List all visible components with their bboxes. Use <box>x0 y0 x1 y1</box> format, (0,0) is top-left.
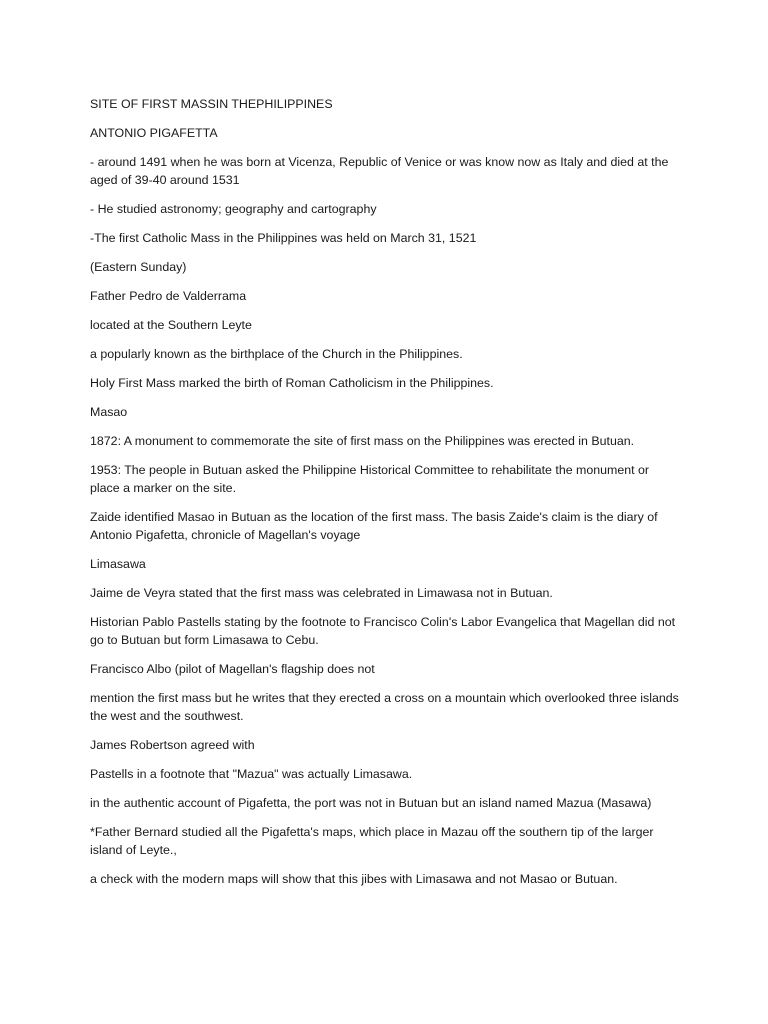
document-title: SITE OF FIRST MASSIN THEPHILIPPINES <box>90 97 333 111</box>
section-heading-pigafetta: ANTONIO PIGAFETTA <box>90 126 218 140</box>
paragraph: mention the first mass but he writes that they erected a cross on a mountain which overlooked three islands the west and the southwest. <box>90 691 679 723</box>
paragraph: located at the Southern Leyte <box>90 318 252 332</box>
paragraph: Pastells in a footnote that "Mazua" was actually Limasawa. <box>90 767 413 781</box>
paragraph: Father Pedro de Valderrama <box>90 289 247 303</box>
paragraph: James Robertson agreed with <box>90 738 255 752</box>
paragraph: Historian Pablo Pastells stating by the footnote to Francisco Colin's Labor Evangelica that Magellan did not go to Butuan but form Limasawa to Cebu. <box>90 615 676 647</box>
paragraph: - around 1491 when he was born at Vicenza, Republic of Venice or was know now as Italy and died at the aged of 39-40 around 1531 <box>90 155 669 187</box>
paragraph: *Father Bernard studied all the Pigafetta's maps, which place in Mazau off the southern tip of the larger island of Leyte., <box>90 825 654 857</box>
paragraph: 1953: The people in Butuan asked the Philippine Historical Committee to rehabilitate the monument or place a marker on the site. <box>90 463 650 495</box>
paragraph: a popularly known as the birthplace of the Church in the Philippines. <box>90 347 463 361</box>
paragraph: 1872: A monument to commemorate the site of first mass on the Philippines was erected in Butuan. <box>90 434 635 448</box>
section-heading-masao: Masao <box>90 405 128 419</box>
paragraph: Francisco Albo (pilot of Magellan's flagship does not <box>90 662 375 676</box>
document-body <box>90 95 680 899</box>
paragraph: (Eastern Sunday) <box>90 260 187 274</box>
paragraph: a check with the modern maps will show that this jibes with Limasawa and not Masao or Butuan. <box>90 872 618 886</box>
paragraph: - He studied astronomy; geography and cartography <box>90 202 377 216</box>
section-heading-limasawa: Limasawa <box>90 557 146 571</box>
paragraph: Holy First Mass marked the birth of Roman Catholicism in the Philippines. <box>90 376 494 390</box>
paragraph: -The first Catholic Mass in the Philippines was held on March 31, 1521 <box>90 231 477 245</box>
paragraph: in the authentic account of Pigafetta, the port was not in Butuan but an island named Mazua (Masawa) <box>90 796 652 810</box>
paragraph: Jaime de Veyra stated that the first mass was celebrated in Limawasa not in Butuan. <box>90 586 553 600</box>
paragraph: Zaide identified Masao in Butuan as the location of the first mass. The basis Zaide's claim is the diary of Antonio Pigafetta, chronicle of Magellan's voyage <box>90 510 658 542</box>
